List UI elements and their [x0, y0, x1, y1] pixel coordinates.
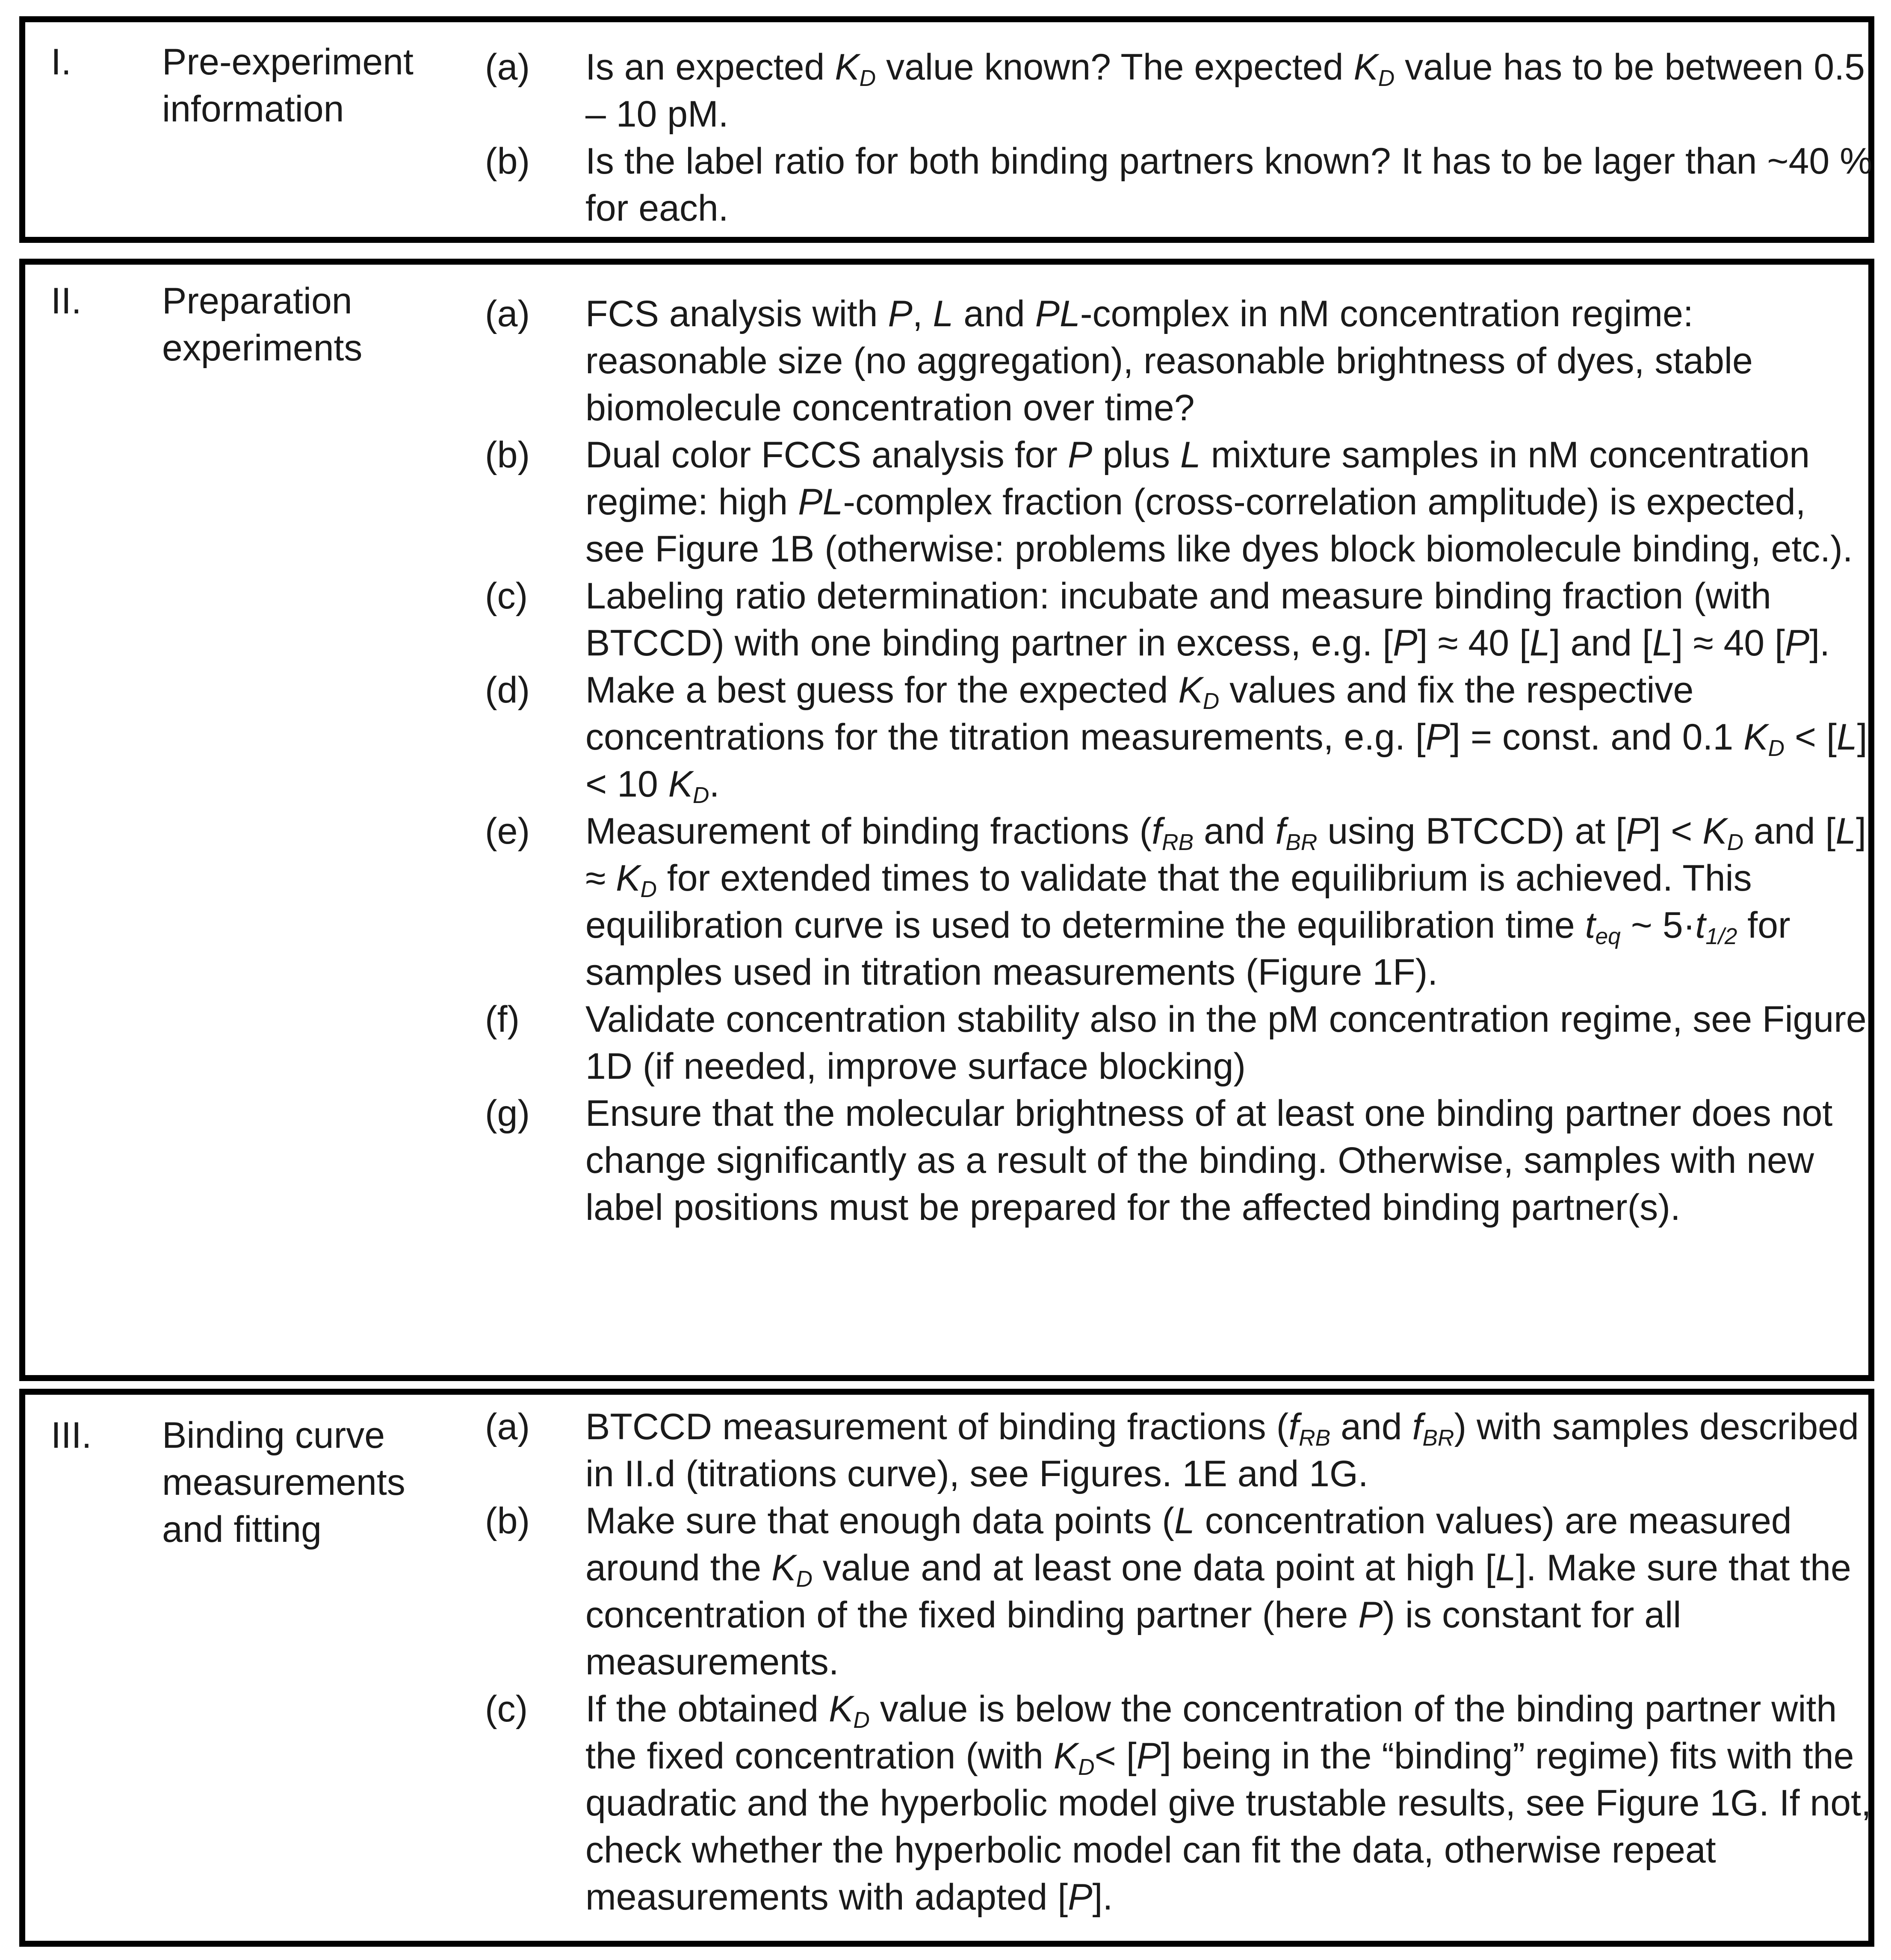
list-item: [485, 1497, 1875, 1685]
item-letter: (d): [485, 670, 530, 711]
section-1-box: [19, 16, 1874, 243]
section-1-title: Pre-experiment information: [162, 41, 414, 130]
list-item: [485, 290, 1875, 431]
section-3-items: [485, 1403, 1875, 1921]
item-text: Is the label ratio for both binding partners known? It has to be lager than ~40 % for each.: [585, 141, 1873, 229]
list-item: [485, 1685, 1875, 1921]
section-2-items: [485, 290, 1875, 1231]
list-item: [485, 1403, 1875, 1497]
item-letter: (b): [485, 1500, 530, 1541]
item-text: Make sure that enough data points (L concentration values) are measured around the $K_D$ value and at least one data point at high [L]. Make sure that the concentration of the fixed binding partner (here P) is constant for all measurements.: [585, 1500, 1851, 1683]
item-text: Is an expected $K_D$ value known? The expected $K_D$ value has to be between 0.5 – 10 pM.: [585, 47, 1865, 135]
item-letter: (a): [485, 47, 530, 88]
item-text: BTCCD measurement of binding fractions ($f_{RB}$ and $f_{BR}$) with samples described in II.d (titrations curve), see Figures. 1E and 1G.: [585, 1406, 1859, 1494]
item-text: Labeling ratio determination: incubate and measure binding fraction (with BTCCD) with one binding partner in excess, e.g. [P] ≈ 40 [L] and [L] ≈ 40 [P].: [585, 576, 1830, 664]
section-2-number: II.: [51, 280, 82, 322]
item-text: If the obtained $K_D$ value is below the concentration of the binding partner with the fixed concentration (with $K_D< [P]$ being in the “binding” regime) fits with the quadratic and the hyperbolic model give trustable results, see Figure 1G. If not, check whether the hyperbolic model can fit the data, otherwise repeat measurements with adapted [P].: [585, 1688, 1871, 1918]
list-item: [485, 44, 1875, 138]
item-letter: (f): [485, 999, 520, 1040]
item-text: Validate concentration stability also in the pM concentration regime, see Figure 1D (if needed, improve surface blocking): [585, 999, 1867, 1087]
section-2-box: [19, 259, 1874, 1381]
list-item: [485, 431, 1875, 573]
list-item: [485, 808, 1875, 996]
item-letter: (g): [485, 1093, 530, 1134]
list-item: [485, 573, 1875, 667]
item-letter: (b): [485, 141, 530, 182]
item-text: Make a best guess for the expected $K_D$ values and fix the respective concentrations for the titration measurements, e.g. [P] = const. and 0.1 $K_D < [L] < 10$ $K_D$.: [585, 670, 1867, 808]
item-text: Ensure that the molecular brightness of at least one binding partner does not change significantly as a result of the binding. Otherwise, samples with new label positions must be prepared for the affected binding partner(s).: [585, 1093, 1833, 1228]
section-2-title: Preparation experiments: [162, 280, 363, 369]
section-3-title: Binding curve measurements and fitting: [162, 1415, 405, 1550]
item-text: Dual color FCCS analysis for P plus L mixture samples in nM concentration regime: high PL-complex fraction (cross-correlation amplitude) is expected, see Figure 1B (otherwise: problems like dyes block biomolecule binding, etc.).: [585, 434, 1853, 570]
item-text: FCS analysis with P, L and PL-complex in nM concentration regime: reasonable size (no aggregation), reasonable brightness of dyes, stable biomolecule concentration over time?: [585, 293, 1753, 428]
section-3-number: III.: [51, 1415, 92, 1456]
item-letter: (a): [485, 293, 530, 334]
item-letter: (e): [485, 811, 530, 852]
list-item: [485, 996, 1875, 1090]
section-3-box: [19, 1389, 1874, 1947]
list-item: [485, 667, 1875, 808]
item-letter: (a): [485, 1406, 530, 1447]
section-1-items: [485, 44, 1875, 232]
item-letter: (c): [485, 1688, 528, 1730]
list-item: [485, 1090, 1875, 1231]
list-item: [485, 138, 1875, 232]
item-text: Measurement of binding fractions ($f_{RB}$ and $f_{BR}$ using BTCCD) at $[P] < K_D$ and $[L] \approx K_D$ for extended times to validate that the equilibrium is achieved. This equilibration curve is used to determine the equilibration time $t_{eq}$ ~ $5\cdot t_{1/2}$ for samples used in titration measurements (Figure 1F).: [585, 811, 1867, 993]
item-letter: (b): [485, 434, 530, 475]
section-1-number: I.: [51, 41, 71, 83]
item-letter: (c): [485, 576, 528, 617]
